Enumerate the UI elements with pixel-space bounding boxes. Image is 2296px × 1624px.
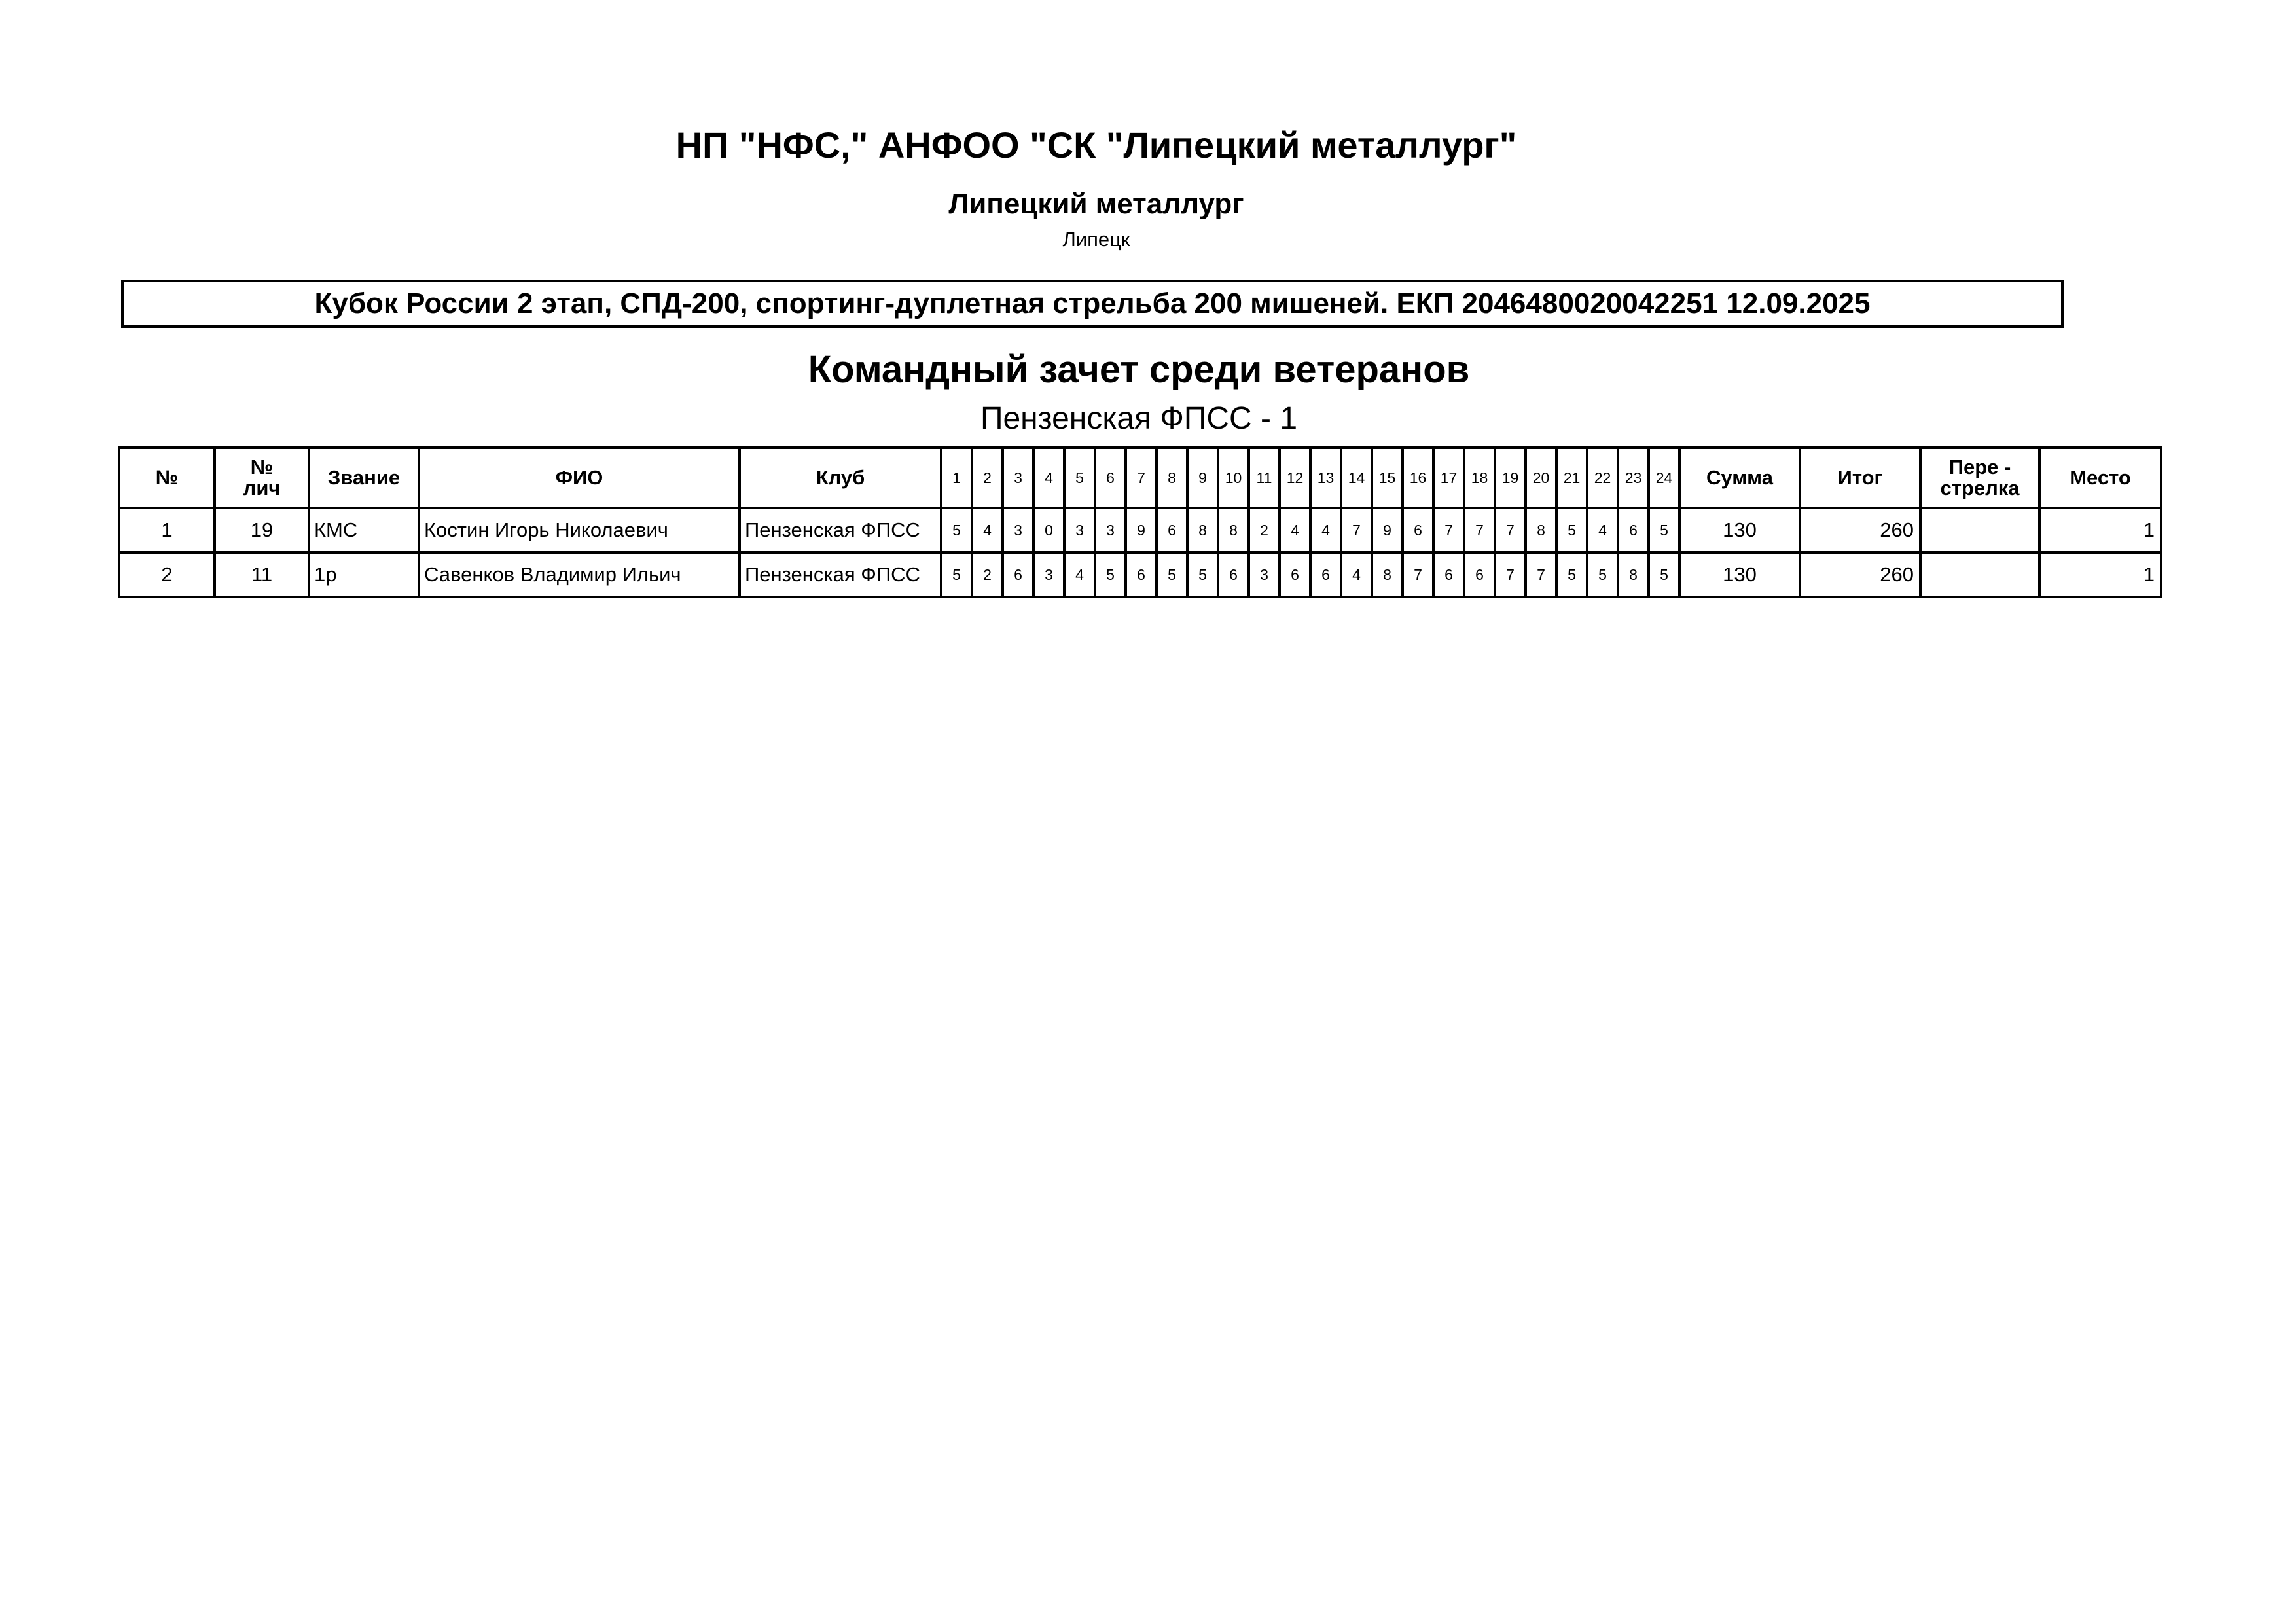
- cell-series: 6: [1310, 552, 1341, 597]
- cell-club: Пензенская ФПСС: [740, 508, 941, 552]
- cell-num: 1: [119, 508, 215, 552]
- header-series: 19: [1495, 448, 1526, 508]
- header-personal-num-line1: №: [250, 456, 274, 478]
- header-series: 20: [1526, 448, 1556, 508]
- cell-sum: 130: [1679, 508, 1800, 552]
- cell-series: 4: [972, 508, 1003, 552]
- header-club: Клуб: [740, 448, 941, 508]
- cell-series: 6: [1003, 552, 1033, 597]
- cell-series: 9: [1372, 508, 1403, 552]
- event-title-box: [121, 280, 2064, 328]
- club-title: Липецкий металлург: [948, 188, 1244, 220]
- cell-series: 5: [1157, 552, 1187, 597]
- cell-series: 6: [1218, 552, 1249, 597]
- header-series: 18: [1464, 448, 1495, 508]
- cell-series: 8: [1618, 552, 1649, 597]
- cell-rank: КМС: [309, 508, 419, 552]
- cell-series: 9: [1126, 508, 1157, 552]
- cell-series: 6: [1280, 552, 1310, 597]
- cell-series: 4: [1064, 552, 1095, 597]
- header-personal-num: [215, 448, 309, 508]
- cell-series: 7: [1526, 552, 1556, 597]
- cell-series: 5: [1556, 552, 1587, 597]
- table-row: [119, 508, 2161, 552]
- header-num: №: [119, 448, 215, 508]
- header-personal-num-line2: лич: [243, 477, 281, 499]
- cell-series: 7: [1433, 508, 1464, 552]
- header-rank: Звание: [309, 448, 419, 508]
- cell-series: 6: [1403, 508, 1433, 552]
- city-label: Липецк: [1062, 228, 1130, 251]
- cell-series: 5: [941, 508, 972, 552]
- cell-personal-num: 19: [215, 508, 309, 552]
- header-shootoff-line1: Пере -: [1948, 456, 2011, 478]
- cell-series: 5: [1556, 508, 1587, 552]
- cell-series: 7: [1341, 508, 1372, 552]
- cell-series: 7: [1403, 552, 1433, 597]
- cell-series: 5: [1587, 552, 1618, 597]
- cell-series: 7: [1495, 508, 1526, 552]
- cell-shootoff: [1920, 552, 2039, 597]
- cell-series: 5: [1095, 552, 1126, 597]
- header-total: Итог: [1800, 448, 1920, 508]
- cell-series: 2: [1249, 508, 1280, 552]
- header-series: 4: [1033, 448, 1064, 508]
- header-series: 16: [1403, 448, 1433, 508]
- header-series: 3: [1003, 448, 1033, 508]
- section-title: Командный зачет среди ветеранов: [808, 348, 1470, 391]
- cell-series: 7: [1464, 508, 1495, 552]
- cell-series: 8: [1187, 508, 1218, 552]
- cell-name: Савенков Владимир Ильич: [419, 552, 740, 597]
- cell-series: 4: [1587, 508, 1618, 552]
- cell-place: 1: [2039, 508, 2161, 552]
- cell-series: 3: [1249, 552, 1280, 597]
- cell-place: 1: [2039, 552, 2161, 597]
- cell-series: 6: [1433, 552, 1464, 597]
- results-table: [118, 446, 2162, 598]
- cell-series: 3: [1064, 508, 1095, 552]
- cell-series: 8: [1526, 508, 1556, 552]
- cell-series: 3: [1003, 508, 1033, 552]
- cell-series: 4: [1310, 508, 1341, 552]
- cell-series: 5: [1649, 552, 1679, 597]
- header-place: Место: [2039, 448, 2161, 508]
- event-title: Кубок России 2 этап, СПД-200, спортинг-дуплетная стрельба 200 мишеней. ЕКП 2046480020042251 12.09.2025: [314, 287, 1871, 319]
- header-series: 10: [1218, 448, 1249, 508]
- cell-series: 4: [1280, 508, 1310, 552]
- header-series: 7: [1126, 448, 1157, 508]
- cell-series: 8: [1218, 508, 1249, 552]
- cell-series: 4: [1341, 552, 1372, 597]
- header-series: 22: [1587, 448, 1618, 508]
- header-sum: Сумма: [1679, 448, 1800, 508]
- header-name: ФИО: [419, 448, 740, 508]
- cell-series: 6: [1126, 552, 1157, 597]
- table-row: [119, 552, 2161, 597]
- cell-total: 260: [1800, 552, 1920, 597]
- cell-series: 5: [941, 552, 972, 597]
- cell-shootoff: [1920, 508, 2039, 552]
- header-series: 11: [1249, 448, 1280, 508]
- header-series: 15: [1372, 448, 1403, 508]
- cell-series: 7: [1495, 552, 1526, 597]
- cell-total: 260: [1800, 508, 1920, 552]
- header-shootoff: [1920, 448, 2039, 508]
- header-series: 23: [1618, 448, 1649, 508]
- header-series: 12: [1280, 448, 1310, 508]
- header-series: 13: [1310, 448, 1341, 508]
- cell-series: 6: [1157, 508, 1187, 552]
- cell-series: 2: [972, 552, 1003, 597]
- cell-series: 3: [1095, 508, 1126, 552]
- cell-series: 6: [1464, 552, 1495, 597]
- cell-num: 2: [119, 552, 215, 597]
- table-header-row: [119, 448, 2161, 508]
- cell-rank: 1р: [309, 552, 419, 597]
- header-series: 8: [1157, 448, 1187, 508]
- header-series: 6: [1095, 448, 1126, 508]
- cell-sum: 130: [1679, 552, 1800, 597]
- header-series: 1: [941, 448, 972, 508]
- cell-series: 8: [1372, 552, 1403, 597]
- cell-series: 5: [1187, 552, 1218, 597]
- header-series: 21: [1556, 448, 1587, 508]
- cell-series: 6: [1618, 508, 1649, 552]
- cell-club: Пензенская ФПСС: [740, 552, 941, 597]
- organizer-title: НП "НФС," АНФОО "СК "Липецкий металлург": [675, 124, 1517, 166]
- header-series: 24: [1649, 448, 1679, 508]
- cell-series: 0: [1033, 508, 1064, 552]
- header-shootoff-line2: стрелка: [1940, 477, 2020, 499]
- cell-name: Костин Игорь Николаевич: [419, 508, 740, 552]
- header-series: 9: [1187, 448, 1218, 508]
- header-series: 14: [1341, 448, 1372, 508]
- header-series: 2: [972, 448, 1003, 508]
- cell-personal-num: 11: [215, 552, 309, 597]
- cell-series: 3: [1033, 552, 1064, 597]
- team-name: Пензенская ФПСС - 1: [980, 401, 1298, 436]
- cell-series: 5: [1649, 508, 1679, 552]
- header-series: 5: [1064, 448, 1095, 508]
- header-series: 17: [1433, 448, 1464, 508]
